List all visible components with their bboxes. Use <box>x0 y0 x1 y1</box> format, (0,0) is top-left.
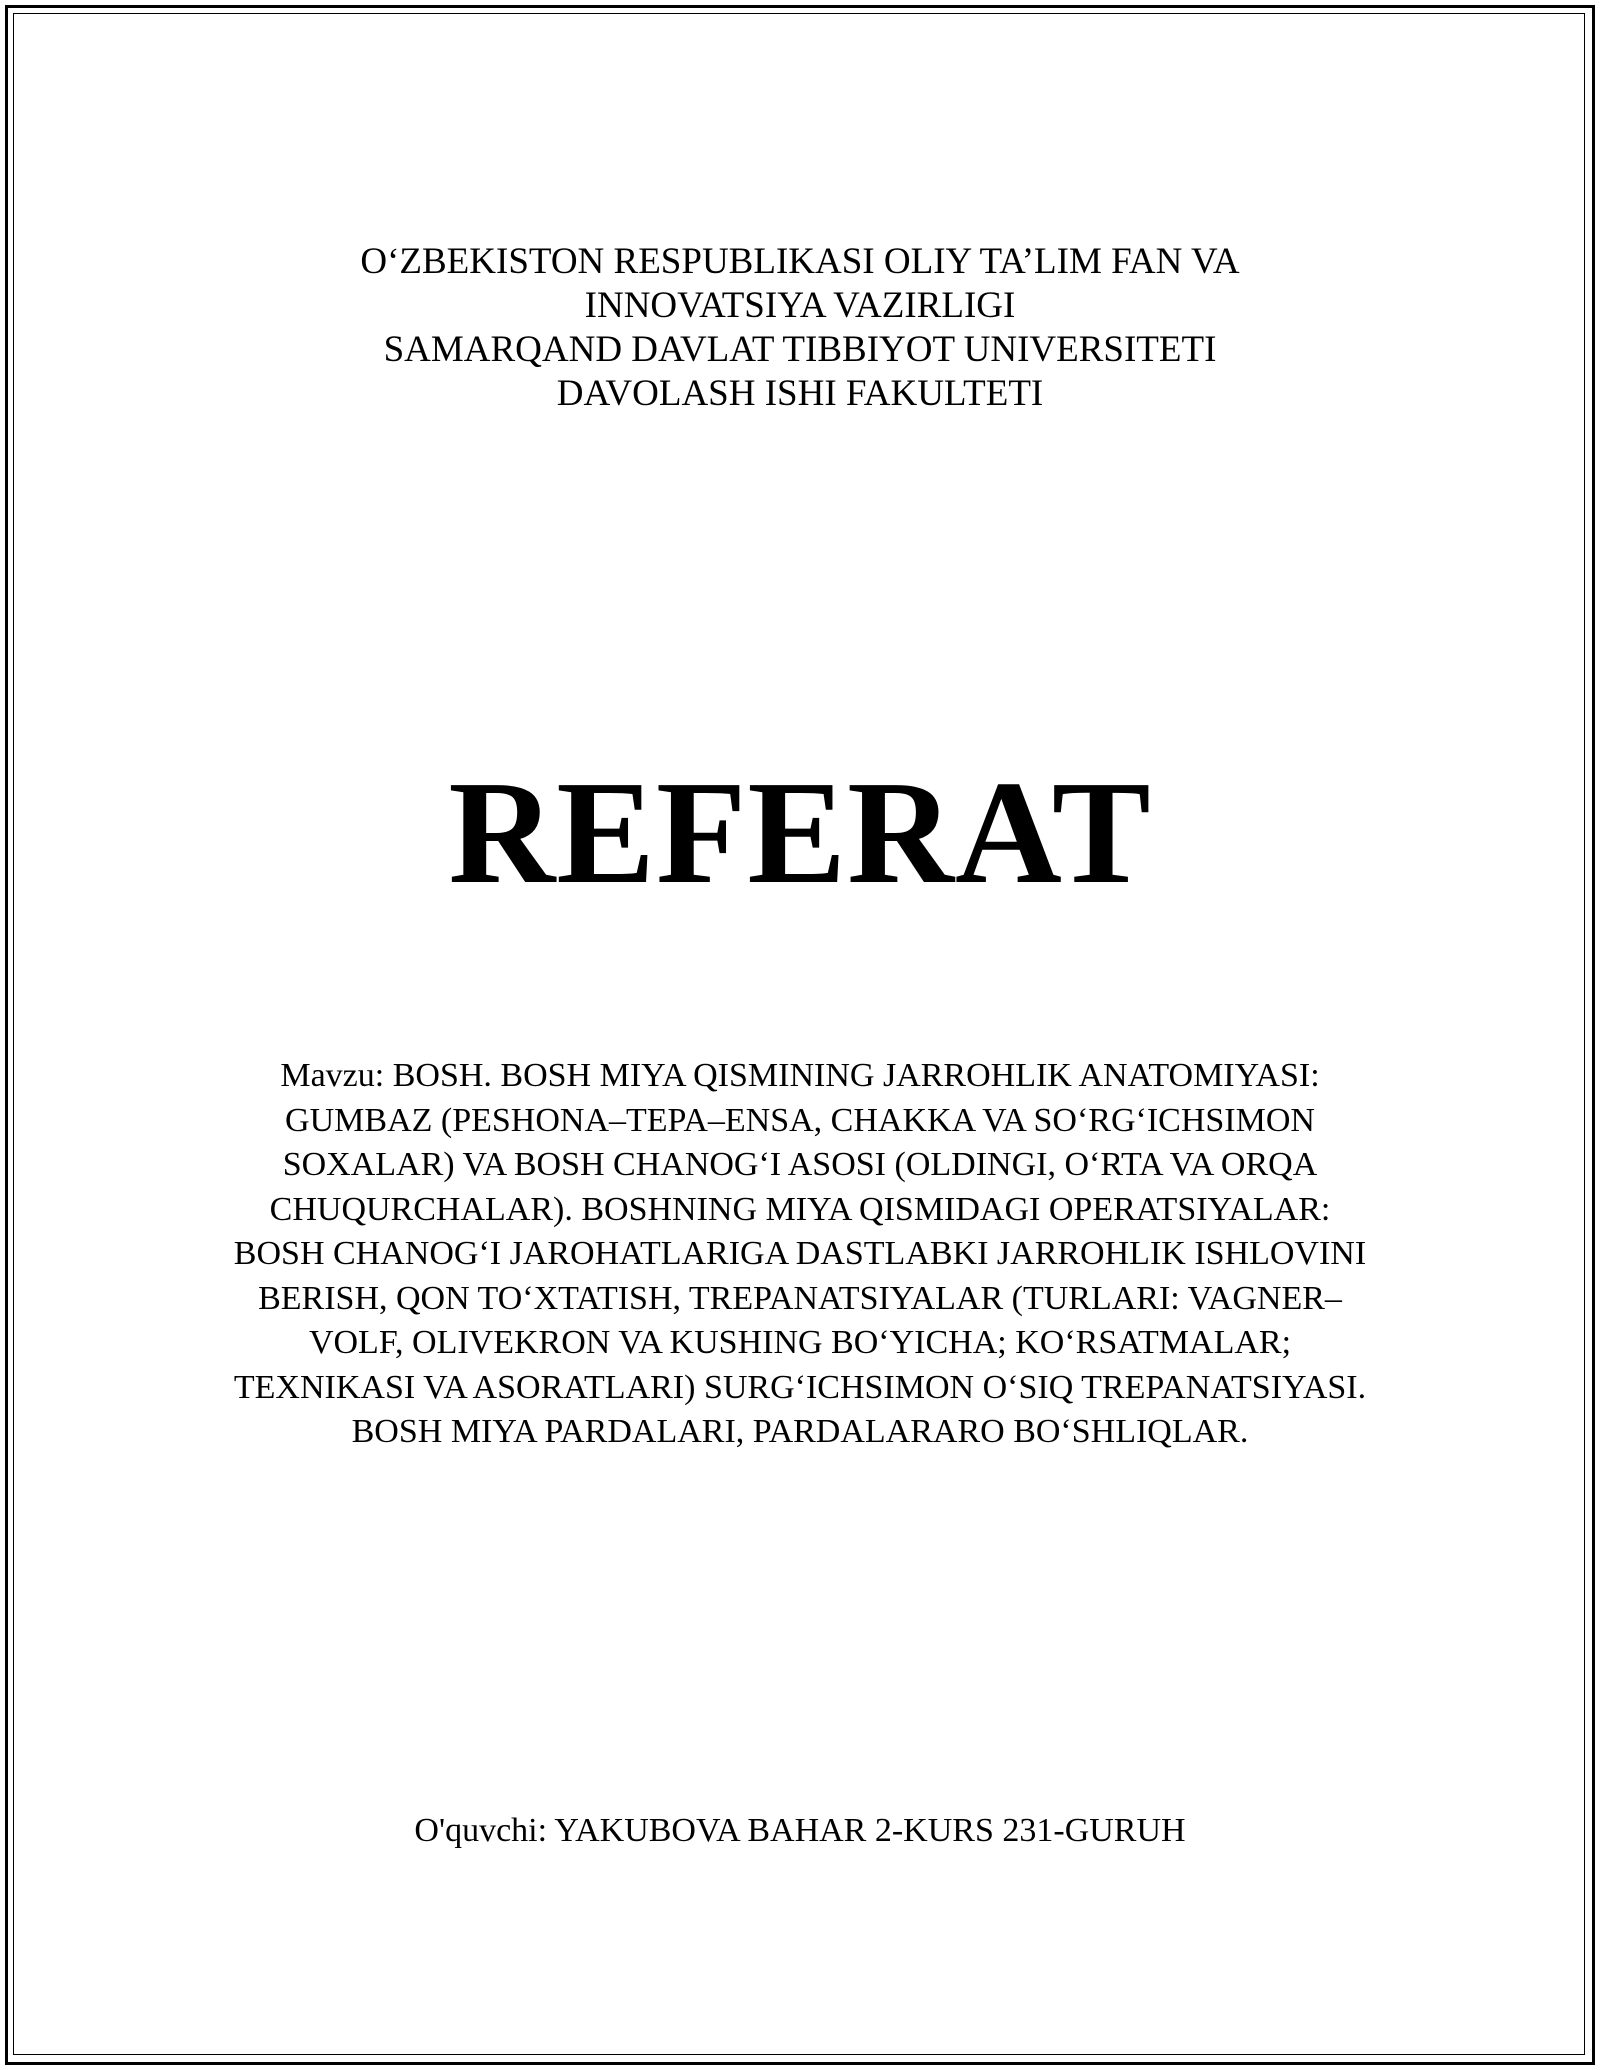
header-line-faculty: DAVOLASH ISHI FAKULTETI <box>556 373 1044 414</box>
topic-text: BOSH. BOSH MIYA QISMINING JARROHLIK ANATOMIYASI: GUMBAZ (PESHONA–TEPA–ENSA, CHAKKA VA SO‘RG‘ICHSIMON SOXALAR) VA BOSH CHANOG‘I ASOSI (OLDINGI, O‘RTA VA ORQA CHUQURCHALAR). BOSHNING MIYA QISMIDAGI OPERATSIYALAR: BOSH CHANOG‘I JAROHATLARIGA DASTLABKI JARROHLIK ISHLOVINI BERISH, QON TO‘XTATISH, TREPANATSIYALAR (TURLARI: VAGNER–VOLF, OLIVEKRON VA KUSHING BO‘YICHA; KO‘RSATMALAR; TEXNIKASI VA ASORATLARI) SURG‘ICHSIMON O‘SIQ TREPANATSIYASI. BOSH MIYA PARDALARI, PARDALARARO BO‘SHLIQLAR. <box>233 1057 1367 1450</box>
topic-label: Mavzu: <box>280 1057 385 1094</box>
student-block <box>0 1809 1600 1853</box>
student-info: YAKUBOVA BAHAR 2-KURS 231-GURUH <box>554 1812 1186 1849</box>
institution-header <box>0 240 1600 416</box>
topic-block <box>230 1054 1370 1455</box>
student-label: O'quvchi: <box>414 1812 548 1849</box>
header-line-university: SAMARQAND DAVLAT TIBBIYOT UNIVERSITETI <box>383 329 1217 370</box>
header-line-ministry-1: O‘ZBEKISTON RESPUBLIKASI OLIY TA’LIM FAN VA <box>360 241 1240 282</box>
header-line-ministry-2: INNOVATSIYA VAZIRLIGI <box>584 285 1016 326</box>
document-title: REFERAT <box>448 751 1152 915</box>
